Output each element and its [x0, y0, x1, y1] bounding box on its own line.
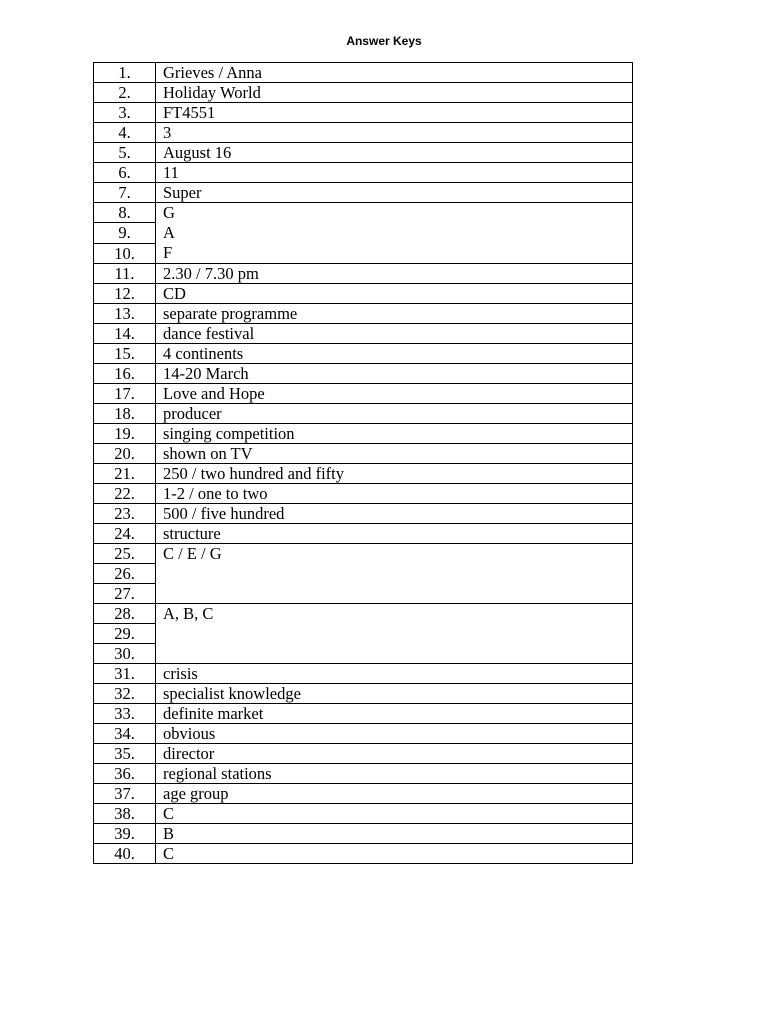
question-number: 36.	[94, 764, 156, 784]
answer-line: C / E / G	[163, 544, 222, 563]
answer-cell: 11	[156, 163, 633, 183]
table-row	[94, 804, 633, 824]
table-row	[94, 103, 633, 123]
question-number: 5.	[94, 143, 156, 163]
question-number: 26.	[94, 564, 156, 584]
answer-cell	[156, 203, 633, 264]
question-number: 15.	[94, 344, 156, 364]
table-row	[94, 444, 633, 464]
question-number: 32.	[94, 684, 156, 704]
table-row	[94, 784, 633, 804]
question-number: 30.	[94, 644, 156, 664]
question-number: 34.	[94, 724, 156, 744]
question-number: 31.	[94, 664, 156, 684]
table-row	[94, 424, 633, 444]
table-row	[94, 524, 633, 544]
table-row	[94, 344, 633, 364]
table-row	[94, 284, 633, 304]
table-row	[94, 324, 633, 344]
answer-cell: Grieves / Anna	[156, 63, 633, 83]
answer-cell: definite market	[156, 704, 633, 724]
question-number: 29.	[94, 624, 156, 644]
answer-cell: age group	[156, 784, 633, 804]
question-number: 33.	[94, 704, 156, 724]
page-title: Answer Keys	[346, 34, 422, 48]
table-row	[94, 484, 633, 504]
question-number: 1.	[94, 63, 156, 83]
question-number: 37.	[94, 784, 156, 804]
question-number: 24.	[94, 524, 156, 544]
table-row	[94, 264, 633, 284]
table-row	[94, 123, 633, 143]
table-row	[94, 664, 633, 684]
question-number: 21.	[94, 464, 156, 484]
question-number: 18.	[94, 404, 156, 424]
table-row	[94, 764, 633, 784]
answer-cell: obvious	[156, 724, 633, 744]
answer-cell: B	[156, 824, 633, 844]
question-number: 25.	[94, 544, 156, 564]
question-number: 19.	[94, 424, 156, 444]
table-row	[94, 304, 633, 324]
answer-cell: shown on TV	[156, 444, 633, 464]
question-number: 6.	[94, 163, 156, 183]
answer-cell: Holiday World	[156, 83, 633, 103]
question-number: 39.	[94, 824, 156, 844]
question-number: 27.	[94, 584, 156, 604]
table-row	[94, 844, 633, 864]
answer-cell: 500 / five hundred	[156, 504, 633, 524]
answer-cell: 14-20 March	[156, 364, 633, 384]
question-number: 17.	[94, 384, 156, 404]
table-row	[94, 744, 633, 764]
question-number: 11.	[94, 264, 156, 284]
table-row	[94, 544, 633, 564]
answer-line: G	[163, 203, 175, 222]
question-number: 10.	[94, 243, 156, 263]
question-number: 14.	[94, 324, 156, 344]
answer-line: A	[163, 223, 175, 242]
table-row	[94, 183, 633, 203]
answer-cell: FT4551	[156, 103, 633, 123]
question-number: 28.	[94, 604, 156, 624]
answer-cell: director	[156, 744, 633, 764]
question-number: 2.	[94, 83, 156, 103]
answer-cell: regional stations	[156, 764, 633, 784]
table-row	[94, 163, 633, 183]
question-number: 40.	[94, 844, 156, 864]
answer-cell: August 16	[156, 143, 633, 163]
table-row	[94, 364, 633, 384]
answer-cell: Love and Hope	[156, 384, 633, 404]
table-row	[94, 824, 633, 844]
answer-cell: producer	[156, 404, 633, 424]
answer-cell: structure	[156, 524, 633, 544]
answer-cell: C	[156, 804, 633, 824]
table-row	[94, 604, 633, 624]
table-row	[94, 83, 633, 103]
answer-cell: 1-2 / one to two	[156, 484, 633, 504]
question-number: 22.	[94, 484, 156, 504]
answer-cell: separate programme	[156, 304, 633, 324]
answer-cell: C	[156, 844, 633, 864]
answer-cell	[156, 604, 633, 664]
table-row	[94, 684, 633, 704]
table-row	[94, 404, 633, 424]
answer-line: F	[163, 243, 173, 262]
table-row	[94, 704, 633, 724]
table-row	[94, 203, 633, 223]
answer-cell: 4 continents	[156, 344, 633, 364]
answer-cell: 3	[156, 123, 633, 143]
answer-cell: 2.30 / 7.30 pm	[156, 264, 633, 284]
question-number: 9.	[94, 223, 156, 243]
table-row	[94, 63, 633, 83]
question-number: 16.	[94, 364, 156, 384]
answer-cell: specialist knowledge	[156, 684, 633, 704]
table-row	[94, 464, 633, 484]
table-row	[94, 724, 633, 744]
question-number: 4.	[94, 123, 156, 143]
question-number: 7.	[94, 183, 156, 203]
question-number: 8.	[94, 203, 156, 223]
answer-cell: singing competition	[156, 424, 633, 444]
question-number: 35.	[94, 744, 156, 764]
question-number: 38.	[94, 804, 156, 824]
table-row	[94, 504, 633, 524]
answer-cell: CD	[156, 284, 633, 304]
answer-line: A, B, C	[163, 604, 214, 623]
answer-cell	[156, 544, 633, 604]
answer-cell: dance festival	[156, 324, 633, 344]
question-number: 23.	[94, 504, 156, 524]
question-number: 13.	[94, 304, 156, 324]
question-number: 12.	[94, 284, 156, 304]
answer-cell: Super	[156, 183, 633, 203]
table-row	[94, 143, 633, 163]
answer-key-table	[93, 62, 633, 864]
question-number: 3.	[94, 103, 156, 123]
answer-cell: crisis	[156, 664, 633, 684]
table-row	[94, 384, 633, 404]
question-number: 20.	[94, 444, 156, 464]
answer-cell: 250 / two hundred and fifty	[156, 464, 633, 484]
